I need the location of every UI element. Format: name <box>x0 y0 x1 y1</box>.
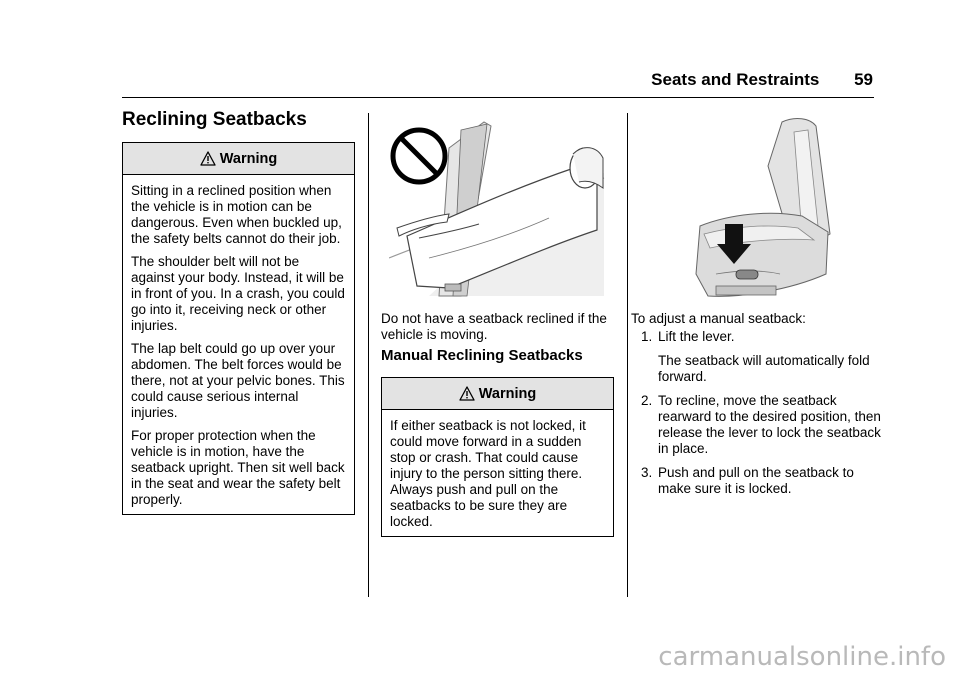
step-number: 3. <box>641 465 653 480</box>
warning-header <box>382 378 613 410</box>
list-item <box>631 465 881 497</box>
section-title: Reclining Seatbacks <box>122 109 307 130</box>
manual-seat-illustration <box>690 114 840 300</box>
step-text: Lift the lever. <box>658 329 735 344</box>
list-item <box>631 329 881 385</box>
warning-triangle-icon <box>200 151 216 166</box>
column-divider-2 <box>627 113 628 597</box>
prohibition-icon <box>393 130 445 182</box>
warning-paragraph: The lap belt could go up over your abdomen. The belt forces would be there, not at your pelvic bones. This could cause serious internal injuries. <box>131 341 345 420</box>
warning-paragraph: Sitting in a reclined position when the vehicle is in motion can be dangerous. Even when buckled up, the safety belts cannot do their job. <box>131 183 342 246</box>
reclined-occupant-illustration <box>389 118 607 298</box>
adjust-steps-list <box>631 329 881 505</box>
page-number: 59 <box>854 70 873 89</box>
warning-paragraph: For proper protection when the vehicle is in motion, have the seatback upright. Then sit well back in the seat and wear the safety belt properly. <box>131 428 345 507</box>
step-text: Push and pull on the seatback to make sure it is locked. <box>658 465 854 496</box>
header-rule <box>122 97 874 98</box>
step-text: To recline, move the seatback rearward to the desired position, then release the lever to lock the seatback in place. <box>658 393 881 456</box>
watermark: carmanualsonline.info <box>658 642 946 672</box>
step-number: 1. <box>641 329 653 344</box>
warning-box-manual <box>381 377 614 537</box>
warning-label: Warning <box>219 150 278 167</box>
warning-triangle-icon <box>459 386 475 401</box>
warning-label: Warning <box>478 385 537 402</box>
step-subtext: The seatback will automatically fold forward. <box>658 353 870 384</box>
subsection-title: Manual Reclining Seatbacks <box>381 347 583 364</box>
warning-box-reclining <box>122 142 355 515</box>
warning-paragraph: The shoulder belt will not be against your body. Instead, it will be in front of you. In a crash, you could go into it, receiving neck or other injuries. <box>131 254 345 333</box>
header-section-title: Seats and Restraints <box>651 70 820 89</box>
warning-header <box>123 143 354 175</box>
step-number: 2. <box>641 393 653 408</box>
adjust-intro: To adjust a manual seatback: <box>631 311 806 326</box>
warning-paragraph: If either seatback is not locked, it could move forward in a sudden stop or crash. That could cause injury to the person sitting there. Always push and pull on the seatbacks to be sure they are locked. <box>390 418 586 529</box>
column-divider-1 <box>368 113 369 597</box>
illustration-caption: Do not have a seatback reclined if the vehicle is moving. <box>381 311 607 342</box>
list-item <box>631 393 881 457</box>
page-header <box>651 70 873 90</box>
